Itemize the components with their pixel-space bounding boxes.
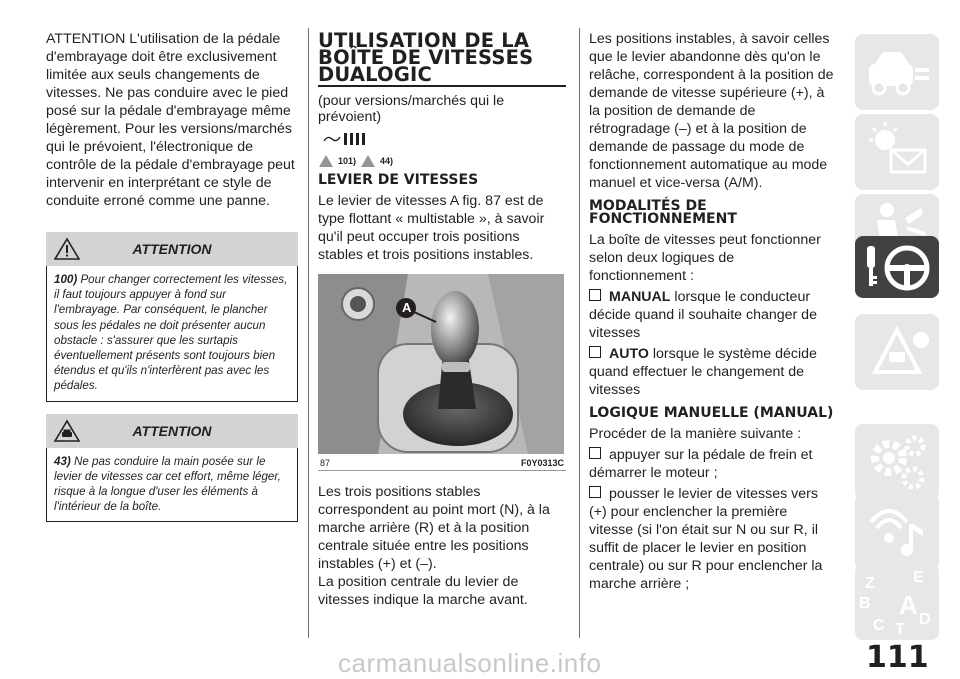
index-letter: D (919, 611, 931, 628)
reference-1: 101) (338, 156, 357, 166)
versions-note: (pour versions/marchés qui le prévoient) (318, 93, 505, 125)
checkbox-bullet-icon (589, 486, 601, 498)
step-text: pousser le levier de vitesses vers (+) pour enclencher la première vitesse (si l'on était sur N ou sur R, il suffit de placer le levier en position centrale) ou sur R pour enclencher la marche arrière ; (589, 486, 823, 592)
mode-description: lorsque le conducteur décide quand il souhaite changer de vitesses (589, 289, 817, 341)
references-row (318, 154, 566, 168)
mode-item (589, 345, 835, 399)
gear-lever-paragraph: Le levier de vitesses A fig. 87 est de type flottant « multistable », à savoir qu'il peut occuper trois positions stables et trois positions instables. (318, 193, 545, 263)
warning-header-1 (46, 232, 298, 266)
intro-paragraph: ATTENTION L'utilisation de la pédale d'embrayage doit être exclusivement limitée aux seuls changements de vitesses. Ne pas conduire avec le pied posé sur la pédale d'embrayage même légèrement. Pour les versions/marchés qui le prévoient, l'électronique de contrôle de la pédale d'embrayage peut intervenir en interprétant ce style de conduite erroné comme une panne. (46, 31, 295, 209)
warning-text-1: Pour changer correctement les vitesses, il faut toujours appuyer à fond sur l'embrayage. Par conséquent, le plancher sous les pédales ne doit présenter aucun obstacle : s'assurer que les surtapis éventuellement présents sont toujours bien étendus et qu'ils n'interfèrent pas avec les pédales. (54, 273, 288, 393)
central-position-paragraph: La position centrale du levier de vitesses indique la marche avant. (318, 574, 528, 608)
column-middle (318, 30, 566, 609)
figure-caption (318, 458, 566, 471)
multimedia-icon (855, 494, 939, 570)
tab-emergency[interactable] (855, 314, 939, 390)
mode-name: MANUAL (609, 289, 671, 305)
mode-name: AUTO (609, 346, 649, 362)
warning-title-1: ATTENTION (132, 241, 212, 257)
subheading-gear-lever: LEVIER DE VITESSES (318, 172, 479, 188)
tab-warning-lights[interactable] (855, 114, 939, 190)
section-heading: UTILISATION DE LA BOÎTE DE VITESSES DUALOGIC (318, 32, 566, 87)
warning-title-2: ATTENTION (132, 422, 212, 439)
column-left (46, 30, 298, 522)
alphabetical-index-icon (855, 564, 939, 640)
watermark: carmanualsonline.info (338, 648, 602, 678)
warning-ref-2: 43) (54, 454, 71, 468)
subheading-manual-logic: LOGIQUE MANUELLE (MANUAL) (589, 405, 834, 421)
index-letter: E (913, 569, 924, 586)
maintenance-gears-icon (855, 424, 939, 500)
index-letter: B (859, 595, 871, 612)
step-item (589, 485, 835, 593)
column-divider-right (579, 28, 580, 638)
step-item (589, 446, 835, 482)
mode-description: lorsque le système décide quand effectuer le changement de vitesses (589, 346, 817, 398)
step-text: appuyer sur la pédale de frein et démarrer le moteur ; (589, 447, 813, 481)
reference-2: 44) (380, 156, 394, 166)
car-dashboard-icon (855, 34, 939, 110)
country-marker-icon (322, 131, 566, 152)
index-letter: A (899, 590, 918, 620)
figure-callout-label: A (402, 300, 412, 315)
key-steering-wheel-icon (855, 236, 939, 298)
warning-body-2 (46, 448, 298, 523)
warning-lights-icon (855, 114, 939, 190)
figure-gear-lever (318, 274, 564, 454)
tab-starting-driving[interactable] (855, 236, 939, 298)
checkbox-bullet-icon (589, 447, 601, 459)
warning-header-2 (46, 414, 298, 448)
operating-modes-paragraph: La boîte de vitesses peut fonctionner selon deux logiques de fonctionnement : (589, 232, 821, 284)
mode-item (589, 288, 835, 342)
column-right (589, 30, 835, 593)
figure-code: F0Y0313C (520, 458, 564, 468)
index-letter: Z (865, 575, 875, 592)
tab-maintenance[interactable] (855, 424, 939, 500)
car-warning-icon (360, 154, 376, 168)
checkbox-bullet-icon (589, 289, 601, 301)
figure-number: 87 (320, 458, 331, 468)
unstable-positions-paragraph: Les positions instables, à savoir celles que le levier abandonne dès qu'on le relâche, correspondent à la position de demande de vitesse supérieure (+), à la position de demande de rétrogradage (–) et à la position de demande de passage du mode de fonctionnement automatique au mode manuel et vice-versa (A/M). (589, 31, 834, 191)
index-letter: C (873, 617, 885, 634)
index-letter: T (895, 621, 905, 638)
checkbox-bullet-icon (589, 346, 601, 358)
stable-positions-paragraph: Les trois positions stables correspondent au point mort (N), à la marche arrière (R) et à la position centrale située entre les positions instables (+) et (–). (318, 484, 550, 572)
procedure-paragraph: Procéder de la manière suivante : (589, 426, 802, 442)
warning-triangle-icon (318, 154, 334, 168)
warning-text-2: Ne pas conduire la main posée sur le levier de vitesses car cet effort, même léger, risque à la longue d'user les éléments à l'intérieur de la boîte. (54, 454, 281, 514)
warning-ref-1: 100) (54, 273, 78, 286)
gear-lever-illustration (318, 274, 564, 454)
roadside-emergency-icon (855, 314, 939, 390)
page-number: 111 (866, 640, 929, 675)
column-divider-left (308, 28, 309, 638)
tab-index[interactable] (855, 564, 939, 640)
tab-multimedia[interactable] (855, 494, 939, 570)
subheading-operating-modes: MODALITÉS DE FONCTIONNEMENT (589, 198, 737, 227)
warning-body-1 (46, 266, 298, 402)
tab-dashboard[interactable] (855, 34, 939, 110)
